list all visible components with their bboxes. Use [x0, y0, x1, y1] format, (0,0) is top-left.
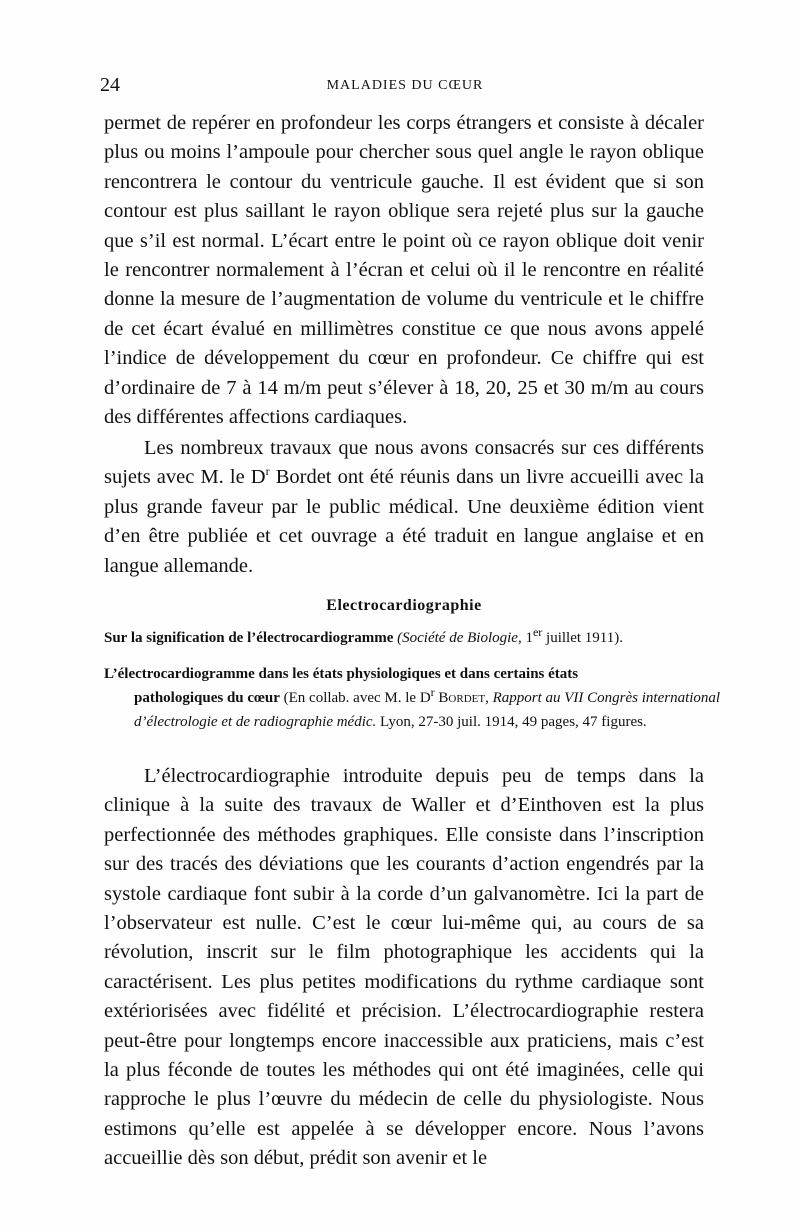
reference-2-place: Lyon, 27-30 juil. 1914, 49 pages, 47 figures. [376, 714, 647, 730]
paragraph-2-text-b: Bordet ont été réunis dans un livre accueilli avec la plus grande faveur par le public médical. Une deuxième édition vient d’en être publiée et cet ouvrage a été traduit en langue anglaise et en langue allemande. [104, 466, 704, 577]
running-title: MALADIES DU CŒUR [326, 78, 484, 93]
reference-2-title-line-1: L’électrocardiogramme dans les états physiologiques et dans certains états [104, 666, 579, 682]
reference-1-source: (Société de Biologie, [393, 630, 526, 646]
reference-2 [104, 662, 724, 734]
paragraph-1: permet de repérer en profondeur les corps étrangers et consiste à décaler plus ou moins l’ampoule pour chercher sous quel angle le rayon oblique rencontrera le contour du ventricule gauche. Il est évident que si son contour est plus saillant le rayon oblique sera rejeté plus sur la gauche que s’il est normal. L’écart entre le point où ce rayon oblique doit venir le rencontrer normalement à l’écran et celui où il le rencontre en réalité donne la mesure de l’augmentation de volume du ventricule et le chiffre de cet écart évalué en millimètres constitue ce que nous avons appelé l’indice de développement du cœur en profondeur. Ce chiffre qui est d’ordinaire de 7 à 14 m/m peut s’élever à 18, 20, 25 et 30 m/m au cours des différentes affections cardiaques. [104, 112, 704, 429]
reference-2-report: Rapport au VII Congrès international d’électrologie et de radiographie médic. [134, 690, 721, 730]
reference-2-collab: (En collab. avec M. le D [279, 690, 431, 706]
reference-1 [104, 626, 724, 650]
paragraph-2 [104, 434, 704, 581]
reference-2-body [104, 686, 724, 734]
paragraph-3: L’électrocardiographie introduite depuis peu de temps dans la clinique à la suite des travaux de Waller et d’Einthoven est la plus perfectionnée des méthodes graphiques. Elle consiste dans l’inscription sur des tracés des déviations que les courants d’action engendrés par la systole cardiaque font subir à la corde d’un galvanomètre. Ici la part de l’observateur est nulle. C’est le cœur lui-même qui, au cours de sa révolution, inscrit sur le film photographique les accidents qui la caractérisent. Les plus petites modifications du rythme cardiaque sont extériorisées avec fidélité et précision. L’électrocardiographie restera peut-être pour longtemps encore inaccessible aux praticiens, mais c’est la plus féconde de toutes les méthodes qui ont été imaginées, celle qui rapproche le plus l’œuvre du médecin de celle du physiologiste. Nous estimons qu’elle est appelée à se développer encore. Nous l’avons accueillie dès son début, prédit son avenir et le [104, 765, 704, 1170]
running-head [100, 74, 710, 98]
paragraph-2-sup: r [265, 464, 270, 479]
reference-2-author: Bordet [434, 690, 486, 706]
paragraph-2-text-a: Les nombreux travaux que nous avons consacrés sur ces différents sujets avec M. le D [104, 437, 704, 489]
reference-1-title: Sur la signification de l’électrocardiogramme [104, 630, 394, 646]
section-heading: Electrocardiographie [326, 597, 482, 614]
reference-2-title-line-2: pathologiques du cœur [134, 690, 280, 706]
reference-2-sep: , [485, 690, 493, 706]
reference-2-collab-sup: r [430, 685, 435, 699]
reference-1-date-sup: er [532, 625, 543, 639]
reference-1-date-pre: 1 [525, 630, 533, 646]
page-number: 24 [100, 74, 120, 96]
reference-1-date-post: juillet 1911). [542, 630, 623, 646]
